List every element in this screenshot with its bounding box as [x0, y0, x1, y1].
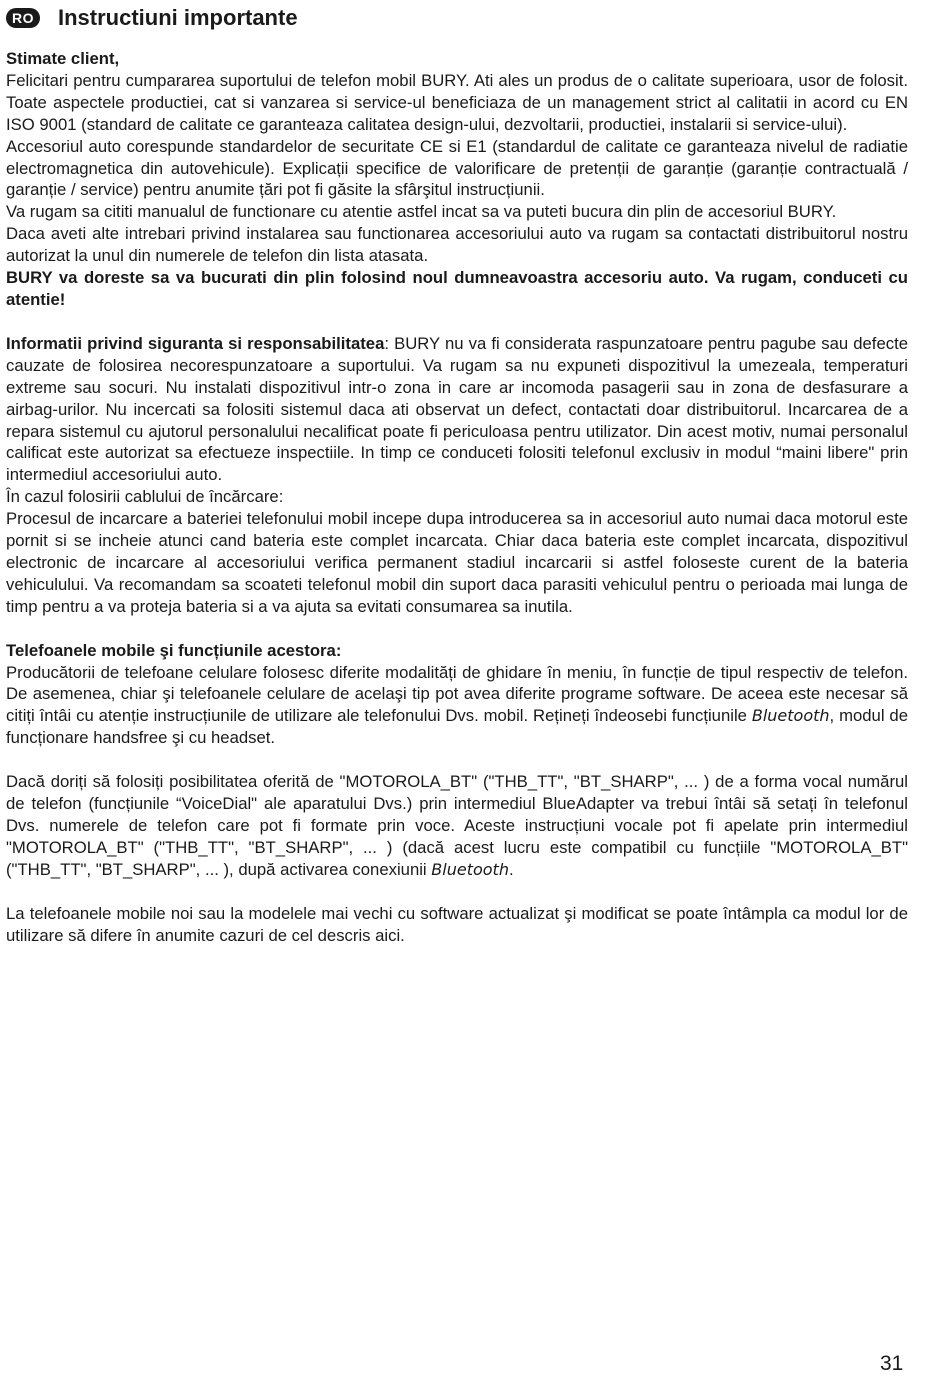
intro-paragraph-bold: BURY va doreste sa va bucurati din plin folosind noul dumneavoastra accesoriu auto. Va rugam, conduceti cu atentie!	[6, 268, 908, 309]
document-page	[6, 6, 908, 947]
intro-paragraph-4: Daca aveti alte intrebari privind instalarea sau functionarea accesoriului auto va rugam sa contactati distribuitorul nostru autorizat la unul din numerele de telefon din lista atasata.	[6, 224, 908, 266]
phones-paragraph-2-text-a: Dacă doriți să folosiți posibilitatea oferită de "MOTOROLA_BT" ("THB_TT", "BT_SHARP", ... ) de a forma vocal numărul de telefon (funcțiunile “VoiceDial" ale aparatului Dvs.) prin intermediul BlueAdapter va trebui întâi să setați în telefonul Dvs. numerele de telefon care pot fi formate prin voce. Aceste instrucțiuni vocale pot fi apelate prin intermediul "MOTOROLA_BT" ("THB_TT", "BT_SHARP", ... ) (dacă acest lucru este compatibil cu funcțiile "MOTOROLA_BT" ("THB_TT", "BT_SHARP", ... ), după activarea conexiunii	[6, 772, 908, 879]
intro-paragraph-3: Va rugam sa cititi manualul de functionare cu atentie astfel incat sa va puteti bucura din plin de accesoriul BURY.	[6, 202, 837, 222]
phones-paragraph-2	[6, 771, 908, 881]
page-header	[6, 6, 908, 30]
bluetooth-term-2: Bluetooth	[431, 859, 509, 879]
cable-paragraph: Procesul de incarcare a bateriei telefonului mobil incepe dupa introducerea sa in accesoriul auto numai daca motorul este pornit si se incheie atunci cand bateria este complet incarcata. Chiar daca bateria este complet incarcata, dispozitivul electronic de incarcare al accesoriului verifica permanent stadiul incarcarii si astfel foloseste curent de la bateria vehiculului. Va recomandam sa scoateti telefonul mobil din suport daca parasiti vehiculul pentru o perioada mai lunga de timp pentru a va proteja bateria si a va ajuta sa evitati consumarea sa inutila.	[6, 509, 908, 616]
phones-paragraph-1	[6, 662, 908, 750]
page-title: Instructiuni importante	[58, 5, 298, 30]
intro-paragraph-1: Felicitari pentru cumpararea suportului de telefon mobil BURY. Ati ales un produs de o calitate superioara, usor de folosit. Toate aspectele productiei, cat si vanzarea si service-ul beneficiaza de un management strict al calitatii in acord cu EN ISO 9001 (standard de calitate ce garanteaza calitatea design-ului, dezvoltarii, productiei, instalarii si service-ului).	[6, 70, 908, 134]
safety-paragraph	[6, 333, 908, 486]
safety-text: : BURY nu va fi considerata raspunzatoare pentru pagube sau defecte cauzate de folosirea necorespunzatoare a suportului. Va rugam sa nu expuneti dispozitivul la umezeala, temperaturi extreme sau socuri. Nu instalati dispozitivul intr-o zona in care ar incomoda pasagerii sau in zona de desfasurare a airbag-urilor. Nu incercati sa folositi sistemul daca ati observat un defect, contactati doar distribuitorul. Incarcarea de a repara sistemul cu ajutorul personalului necalificat poate fi periculoasa pentru utilizator. Din acest motiv, numai personalul calificat este autorizat sa efectueze inspectiile. In timp ce conduceti folositi telefonul exclusiv in modul “maini libere" prin intermediul accesoriului auto.	[6, 333, 908, 485]
page-number: 31	[880, 1352, 904, 1375]
phones-paragraph-1-text-a: Producătorii de telefoane celulare folosesc diferite modalități de ghidare în meniu, în funcție de tipul respectiv de telefon. De asemenea, chiar şi telefoanele celulare de acelaşi tip pot avea diferite programe software. De aceea este necesar să citiți întâi cu atenție instrucțiunile de utilizare ale telefonului Dvs. mobil. Rețineți îndeosebi funcțiunile	[6, 662, 908, 726]
intro-paragraph-2: Accesoriul auto corespunde standardelor de securitate CE si E1 (standardul de calitate ce garanteaza nivelul de radiatie electromagnetica din autovehicule). Explicații specifice de valorificare de pretenții de garanție (garanție contractuală / garanție / service) pentru anumite țări pot fi găsite la sfârşitul instrucțiunii.	[6, 136, 908, 200]
phones-paragraph-3: La telefoanele mobile noi sau la modelele mai vechi cu software actualizat şi modificat se poate întâmpla ca modul lor de utilizare să difere în anumite cazuri de cel descris aici.	[6, 903, 908, 945]
phones-paragraph-1-text-b: , modul de funcționare handsfree şi cu headset.	[6, 706, 908, 748]
bluetooth-term: Bluetooth	[751, 706, 830, 726]
salutation: Stimate client,	[6, 49, 120, 68]
phones-paragraph-2-text-b: .	[508, 859, 514, 879]
language-badge: RO	[6, 8, 40, 28]
safety-heading: Informatii privind siguranta si responsabilitatea	[6, 333, 385, 353]
cable-intro: În cazul folosirii cablului de încărcare:	[6, 487, 284, 507]
phones-heading: Telefoanele mobile şi funcțiunile acestora:	[6, 640, 342, 660]
